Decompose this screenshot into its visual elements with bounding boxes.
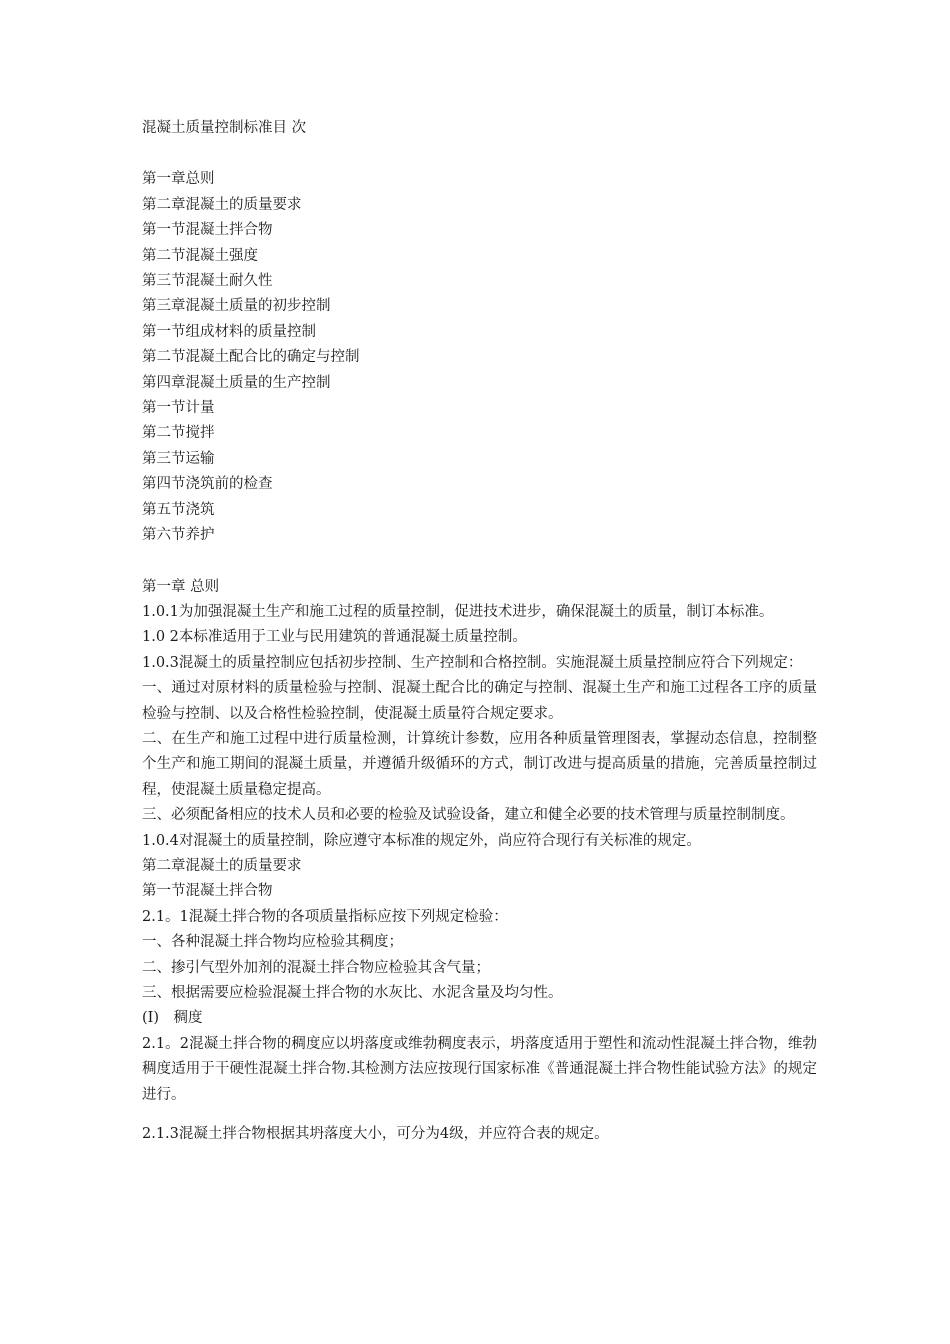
paragraph: 1.0.1为加强混凝土生产和施工过程的质量控制，促进技术进步，确保混凝土的质量，制订本标准。 [142, 603, 774, 620]
paragraph: 1.0.3混凝土的质量控制应包括初步控制、生产控制和合格控制。实施混凝土质量控制应符合下列规定： [142, 654, 803, 671]
toc-item: 第三章混凝土质量的初步控制 [142, 298, 331, 315]
toc-item: 第六节养护 [142, 527, 215, 544]
toc-item: 第二章混凝土的质量要求 [142, 196, 302, 213]
document-page [142, 116, 817, 1147]
toc-item: 第四章混凝土质量的生产控制 [142, 374, 331, 391]
paragraph: 2.1.3混凝土拌合物根据其坍落度大小，可分为4级，并应符合表的规定。 [142, 1126, 609, 1143]
toc-item: 第五节浇筑 [142, 501, 215, 518]
paragraph: 2.1。2混凝土拌合物的稠度应以坍落度或维勃稠度表示，坍落度适用于塑性和流动性混凝土拌合物，维勃稠度适用于干硬性混凝土拌合物.其检测方法应按现行国家标准《普通混凝土拌合物性能试验方法》的规定进行。 [142, 1035, 817, 1103]
paragraph: 二、掺引气型外加剂的混凝土拌合物应检验其含气量； [142, 959, 490, 976]
subsection-heading: (I) 稠度 [142, 1010, 203, 1027]
toc-item: 第一章总则 [142, 171, 215, 188]
paragraph: 一、通过对原材料的质量检验与控制、混凝土配合比的确定与控制、混凝土生产和施工过程各工序的质量检验与控制、以及合格性检验控制，使混凝土质量符合规定要求。 [142, 680, 817, 722]
paragraph: 三、必须配备相应的技术人员和必要的检验及试验设备，建立和健全必要的技术管理与质量控制制度。 [142, 807, 795, 824]
toc-item: 第二节混凝土强度 [142, 247, 258, 264]
document-body [142, 575, 817, 1148]
toc-item: 第一节计量 [142, 400, 215, 417]
toc-item: 第一节组成材料的质量控制 [142, 323, 316, 340]
toc-item: 第一节混凝土拌合物 [142, 222, 273, 239]
toc-item: 第二节搅拌 [142, 425, 215, 442]
paragraph: 2.1。1混凝土拌合物的各项质量指标应按下列规定检验： [142, 908, 508, 925]
toc-item: 第四节浇筑前的检查 [142, 476, 273, 493]
document-title: 混凝土质量控制标准目 次 [142, 120, 307, 136]
paragraph: 1.0 2本标准适用于工业与民用建筑的普通混凝土质量控制。 [142, 629, 527, 646]
paragraph: 三、根据需要应检验混凝土拌合物的水灰比、水泥含量及均匀性。 [142, 985, 563, 1001]
paragraph: 二、在生产和施工过程中进行质量检测，计算统计参数，应用各种质量管理图表，掌握动态信息，控制整个生产和施工期间的混凝土质量，并遵循升级循环的方式，制订改进与提高质量的措施，完善质量控制过程，使混凝土质量稳定提高。 [142, 730, 817, 798]
toc-item: 第三节混凝土耐久性 [142, 273, 273, 290]
table-of-contents [142, 167, 817, 548]
chapter-heading: 第一章 总则 [142, 578, 220, 595]
toc-item: 第三节运输 [142, 450, 215, 467]
paragraph: 一、各种混凝土拌合物均应检验其稠度； [142, 934, 403, 951]
section-heading: 第一节混凝土拌合物 [142, 883, 273, 900]
chapter-heading: 第二章混凝土的质量要求 [142, 857, 302, 874]
toc-item: 第二节混凝土配合比的确定与控制 [142, 349, 360, 366]
paragraph: 1.0.4对混凝土的质量控制，除应遵守本标准的规定外，尚应符合现行有关标准的规定。 [142, 832, 701, 849]
